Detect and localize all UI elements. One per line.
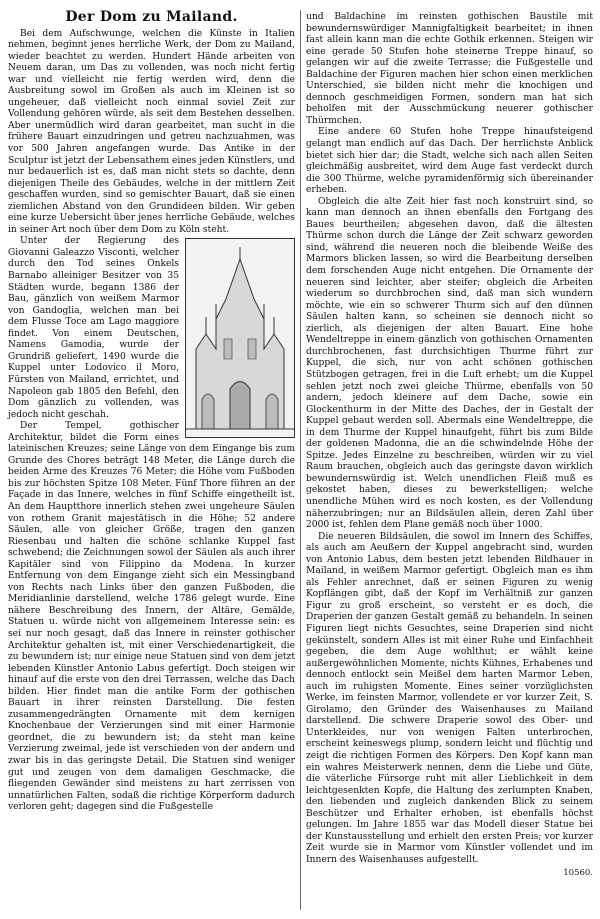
article-title: Der Dom zu Mailand. (65, 9, 238, 25)
paragraph-history: Unter der Regierung des Giovanni Galeazzo Visconti, welcher durch den Tod seines Onkels Barnabo alleiniger Besitzer von 35 Städten wurde, begann 1386 der Bau, gänzlich von weißem Marmor von Gandoglia, welchen man bei dem Flusse Toce am Lago maggiore findet. Von einem Deutschen, Namens Gamodia, wurde der Grundriß geliefert, 1490 wurde die Kuppel unter Lodovico il Moro, Fürsten von Mailand, errichtet, und Napoleon gab 1805 den Befehl, den Dom gänzlich zu vollenden, was jedoch nicht geschah. (8, 236, 179, 420)
paragraph-roof: Eine andere 60 Stufen hohe Treppe hinaufsteigend gelangt man endlich auf das Dach. Der herrlichste Anblick bietet sich hier dar; die Stadt, welche sich nach allen Seiten gleichmäßig ausbreitet, wird dem Auge fast verdeckt durch die 300 Thürme, welche pyramidenförmig sich übereinander erheben. (306, 127, 593, 196)
article-signature: 10560. (563, 868, 593, 879)
paragraph-towers: Obgleich die alte Zeit hier fast noch konstruirt sind, so kann man dennoch an ihnen ebenfalls den Fortgang des Baues beurtheilen; abgesehen davon, daß die ältesten Thürme schon durch die Länge der Zeit schwarz geworden sind, während die neueren noch die bleibende Weiße des Marmors blicken lassen, so wird die Bearbeitung derselben dem forschenden Auge nicht entgehen. Die Ornamente der neueren sind leichter, aber steifer; obgleich die Arbeiten wiederum so durchbrochen sind, daß man sich wundern möchte, wie ein so schwerer Thurm sich auf den dünnen Säulen halten kann, so scheinen sie dennoch nicht so zierlich, als diejenigen der alten Bauart. Eine hohe Wendeltreppe in einem gänzlich von gothischen Ornamenten durchbrochenen, fast durchsichtigen Thurme führt zur Kuppel, die sich, nur von acht schönen gothischen Stützbogen getragen, frei in die Luft erhebt; um die Kuppel sehlen jetzt noch zwei gleiche Thürme, ebenfalls von 50 andern, jedoch kleinere auf dem Dache, sowie ein Glockenthurm in der Mitte des Daches, der in Gestalt der Kuppel gebaut werden soll. Abermals eine Wendeltreppe, die in dem Thurme der Kuppel hinaufgeht, führt bis zum Bilde der goldenen Madonna, die an die schwindelnde Höhe der Spitze. Jedes Einzelne zu beschreiben, würden wir zu viel Raum brauchen, obgleich auch das geringste davon wirklich bewundernswürdig ist. Welch unendlichen Fleiß muß es gekostet haben, dieses zu bewerkstelligen; welche unendliche Mühen wird es noch kosten, es der Vollendung näherzubringen; nur an Bildsäulen allein, deren Zahl über 2000 ist, fehlen dem Plane gemäß noch über 1000. (306, 196, 593, 531)
column-divider (300, 10, 301, 910)
paragraph-temple: Der Tempel, gothischer Architektur, bildet die Form eines lateinischen Kreuzes; seine Länge von dem Eingange bis zum Grunde des Chores beträgt 148 Meter, die Länge durch die beiden Arme des Kreuzes 76 Meter; die Höhe vom Fußboden bis zur höchsten Spitze 108 Meter. Fünf Thore führen an der Façade in das Innere, welches in fünf Schiffe eingetheilt ist. An dem Hauptthore innerlich stehen zwei ungeheure Säulen von rothem Granit majestätisch in die Höhe; 52 andere Säulen, alle von gleicher Größe, tragen den ganzen Riesenbau und halten die schöne schlanke Kuppel fast schwebend; die Zeichnungen sowol der Säulen als auch ihrer Kapitäler sind von Filippino da Modena. In kurzer Entfernung von dem Eingange zieht sich ein Messingband von Rechts nach Links über den ganzen Fußboden, die Meridianlinie darstellend, welche 1786 gelegt wurde. Eine nähere Beschreibung des Innern, der Altäre, Gemälde, Statuen u. würde nicht von allgemeinem Interesse sein: es sei nur noch gesagt, daß das Innere in reinster gothischer Architektur gehalten ist, mit einer Verschiedenartigkeit, die zu bewundern ist; nur einige neue Statuen sind von dem jetzt lebenden Künstler Antonio Labus gefertigt. Doch steigen wir hinauf auf die erste von den drei Terrassen, welche das Dach bilden. Hier findet man die antike Form der gothischen Bauart in ihrer reinsten Darstellung. Die festen zusammengedrängten Ornamente mit dem kernigen Knochenbaue der Verzierungen sind mit einer Harmonie geordnet, die zu bewundern ist; da steht man keine Verzierung zweimal, jede ist verschieden von der andern und zwar bis in das geringste Detail. Die Statuen sind weniger gut und zeugen von dem damaligen Geschmacke, die fliegenden Gewänder sind meistens zu hart zerrissen von unnatürlichen Falten, sodaß die richtige Körperform dadurch verloren geht; dagegen sind die Fußgestelle (8, 421, 295, 813)
paragraph-terraces: und Baldachine im reinsten gothischen Baustile mit bewundernswürdiger Mannigfaltigkeit bearbeitet; in ihnen fast allein kann man die echte Gothik erkennen. Steigen wir eine gerade 50 Stufen hohe steinerne Treppe hinauf, so gelangen wir auf die zweite Terrasse; die Fußgestelle und Baldachine der Figuren machen hier schon einen merklichen Unterschied, sie bilden nicht mehr die knochigen und dennoch geschmeidigen Formen, sondern man hat sich beholfen mit der Ausschmückung neuerer gothischer Thürmchen. (306, 12, 593, 126)
right-column (306, 12, 593, 880)
left-column (8, 9, 295, 814)
cathedral-drawing-icon (186, 239, 294, 437)
cathedral-illustration (185, 238, 295, 438)
paragraph-intro: Bei dem Aufschwunge, welchen die Künste in Italien nehmen, beginnt jenes herrliche Werk, der Dom zu Mailand, wieder beachtet zu werden. Hundert Hände arbeiten von Neuem daran, um Das zu vollenden, was noch nicht fertig war und vielleicht nie fertig werden wird, denn die Ausbreitung sowol im Großen als auch im Kleinen ist so ungeheuer, daß vielleicht noch einmal soviel Zeit zur Vollendung gehören würde, als seit dem Bestehen desselben. Aber unermüdlich wird daran gearbeitet, man sucht in die frühere Bauart einzudringen und getreu nachzuahmen, was vor 500 Jahren angefangen wurde. Das Antike in der Sculptur ist jetzt der Lebensathem eines jeden Künstlers, und nur bedauerlich ist es, daß man nicht stets so dachte, denn diejenigen Theile des Gebäudes, welche in der mittlern Zeit geschaffen wurden, sind so gemischter Bauart, daß sie einen ziemlichen Abstand von den Grundideen bilden. Wir geben eine kurze Uebersicht über jenes herrliche Gebäude, welches in seiner Art noch über dem Dom zu Köln steht. (8, 28, 295, 235)
paragraph-statues: Die neueren Bildsäulen, die sowol im Innern des Schiffes, als auch am Aeußern der Kuppel angebracht sind, wurden von Antonio Labus, dem besten jetzt lebenden Bildhauer in Mailand, in weißem Marmor gefertigt. Obgleich man es ihm als Fehler anrechnet, daß er seinen Figuren zu wenig Kopflängen gibt, daß der Kopf im Verhältniß zur ganzen Figur zu groß erscheint, so versteht er es doch, die Draperien der ganzen Gestalt gemäß zu behandeln. In seinen Figuren liegt nichts Gesuchtes, seine Draperien sind nicht gekünstelt, sondern Alles ist mit einer Ruhe und Einfachheit gegeben, die dem Auge wohlthut; er wählt keine außergewöhnlichen Momente, nichts Kühnes, Erhabenes und dennoch entlockt sein Meißel dem harten Marmor Leben, auch im ruhigsten Momente. Eines seiner vorzüglichsten Werke, im feinsten Marmor, vollendete er vor kurzer Zeit, S. Girolamo, den Gründer des Waisenhauses zu Mailand darstellend. Die schwere Draperie sowol des Ober- und Unterkleides, nur von wenigen Falten unterbrochen, erscheint keineswegs plump, sondern leicht und flüchtig und zeigt die richtigen Formen des Körpers. Den Kopf kann man ein wahres Meisterwerk nennen, denn die Liebe und Güte, die väterliche Fürsorge ruht mit aller Lieblichkeit in dem leichtgesenkten Kopfe, die Haltung des zerlumpten Knaben, den liebenden und zugleich dankenden Blick zu seinem Beschützer und Erhalter erhoben, ist ebenfalls höchst gelungen. Im Jahre 1855 war das Modell dieser Statue bei der Kunstausstellung und erhielt den ersten Preis; vor kurzer Zeit wurde sie in Marmor vom Künstler vollendet und im Innern des Waisenhauses aufgestellt. (306, 531, 593, 865)
